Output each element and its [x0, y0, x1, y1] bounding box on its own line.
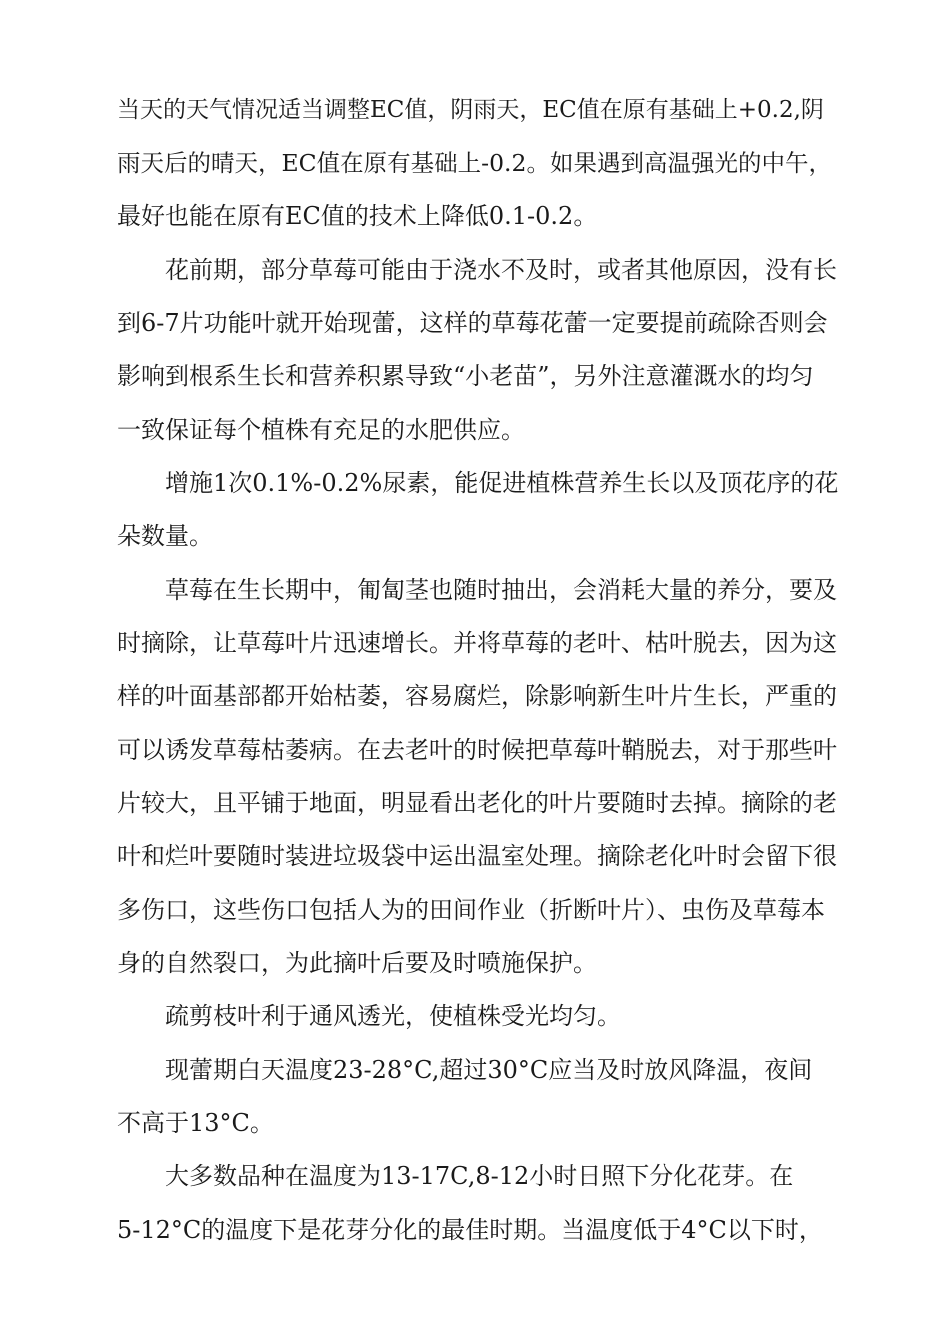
text-line: 大多数品种在温度为13-17C,8-12小时日照下分化花芽。在 [165, 1162, 794, 1190]
text-line: 增施1次0.1%-0.2%尿素，能促进植株营养生长以及顶花序的花 [165, 469, 839, 497]
text-line: 疏剪枝叶利于通风透光，使植株受光均匀。 [165, 1002, 621, 1030]
text-line: 可以诱发草莓枯萎病。在去老叶的时候把草莓叶鞘脱去，对于那些叶 [117, 736, 837, 764]
text-line: 片较大，且平铺于地面，明显看出老化的叶片要随时去掉。摘除的老 [117, 789, 837, 817]
text-line: 影响到根系生长和营养积累导致“小老苗”，另外注意灌溉水的均匀 [117, 362, 814, 390]
text-line: 多伤口，这些伤口包括人为的田间作业（折断叶片）、虫伤及草莓本 [117, 896, 825, 924]
text-line: 雨天后的晴天，EC值在原有基础上-0.2。如果遇到高温强光的中午， [117, 149, 832, 177]
text-line: 当天的天气情况适当调整EC值，阴雨天，EC值在原有基础上+0.2,阴 [117, 97, 824, 123]
text-line: 草莓在生长期中，匍匐茎也随时抽出，会消耗大量的养分，要及 [165, 576, 837, 604]
text-line: 一致保证每个植株有充足的水肥供应。 [117, 416, 525, 444]
text-line: 到6-7片功能叶就开始现蕾，这样的草莓花蕾一定要提前疏除否则会 [117, 309, 828, 337]
text-line: 时摘除，让草莓叶片迅速增长。并将草莓的老叶、枯叶脱去，因为这 [117, 629, 837, 657]
text-line: 样的叶面基部都开始枯萎，容易腐烂，除影响新生叶片生长，严重的 [117, 682, 837, 710]
text-line: 花前期，部分草莓可能由于浇水不及时，或者其他原因，没有长 [165, 256, 837, 284]
text-line: 叶和烂叶要随时装进垃圾袋中运出温室处理。摘除老化叶时会留下很 [117, 842, 837, 870]
text-line: 朵数量。 [117, 522, 213, 550]
text-line: 现蕾期白天温度23-28°C,超过30°C应当及时放风降温，夜间 [165, 1056, 813, 1084]
text-line: 5-12°C的温度下是花芽分化的最佳时期。当温度低于4°C以下时， [117, 1216, 823, 1244]
text-line: 不高于13°C。 [117, 1109, 274, 1137]
text-line: 最好也能在原有EC值的技术上降低0.1-0.2。 [117, 202, 598, 230]
text-line: 身的自然裂口，为此摘叶后要及时喷施保护。 [117, 949, 597, 977]
